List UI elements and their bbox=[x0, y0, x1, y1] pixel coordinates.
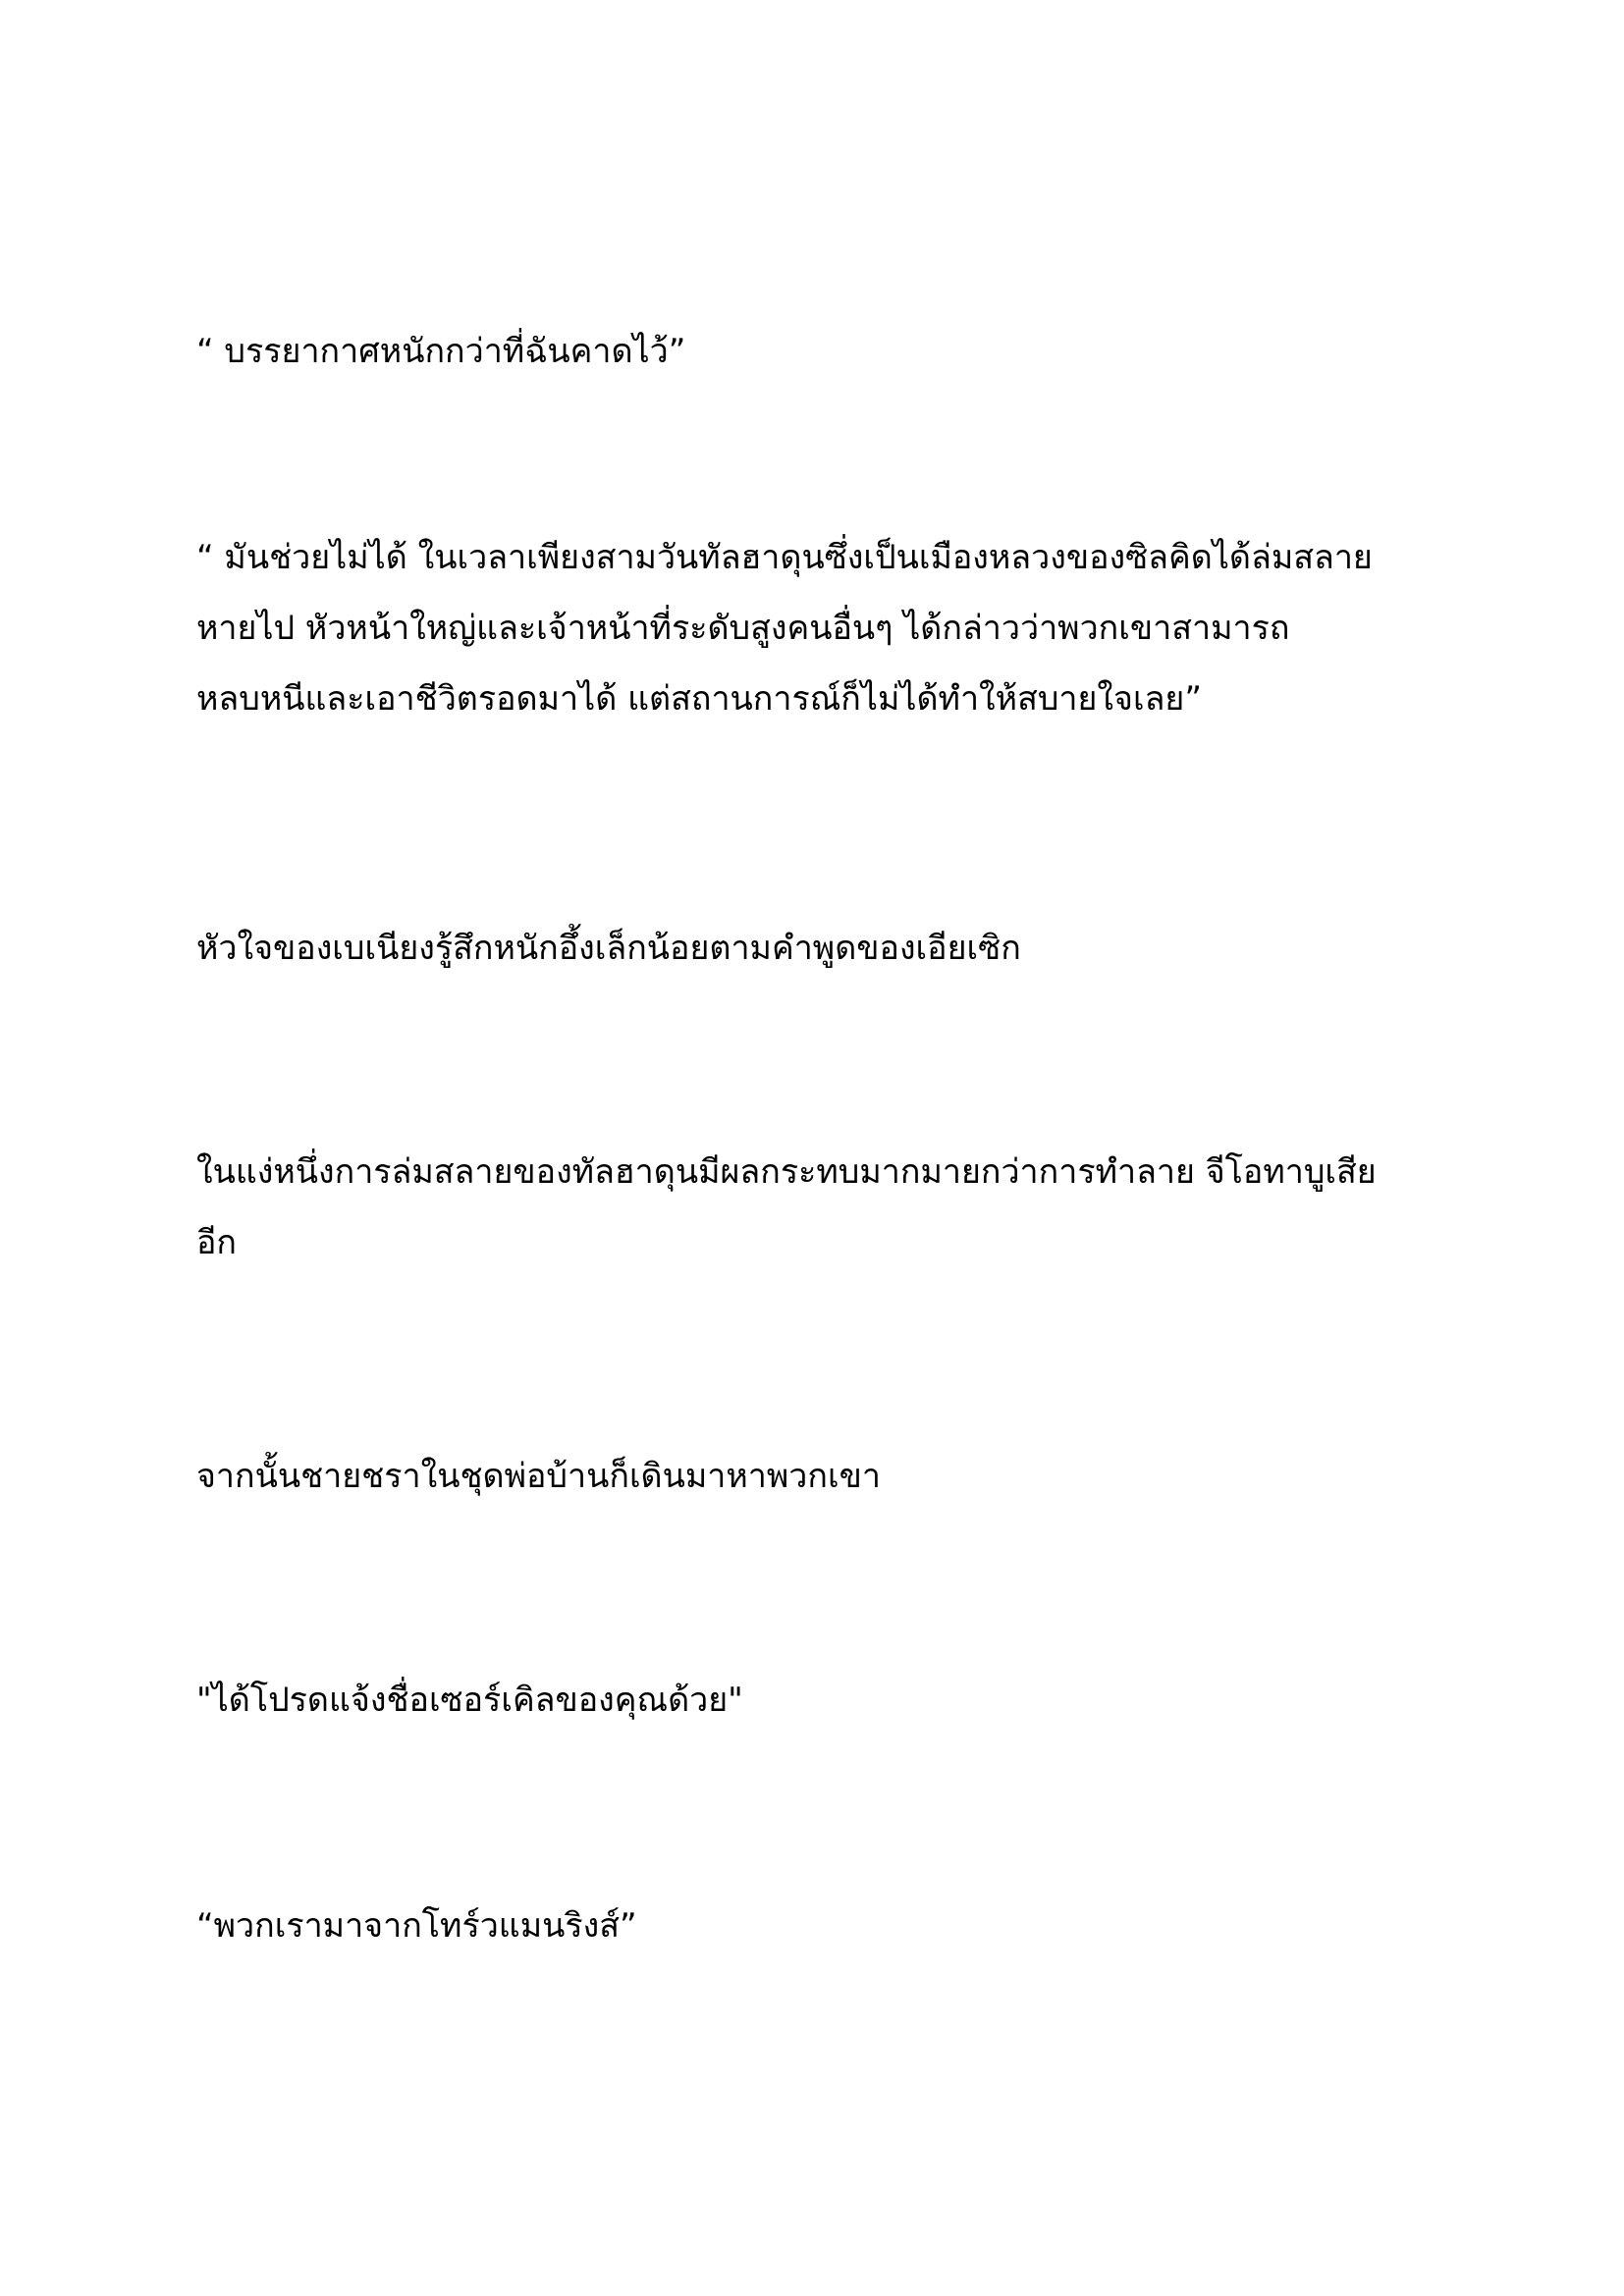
paragraph-1 bbox=[196, 316, 1434, 387]
paragraph-3 bbox=[196, 913, 1434, 984]
paragraph-7 bbox=[196, 1891, 1434, 1961]
text-line: "ได้โปรดแจ้งชื่อเซอร์เคิลของคุณด้วย" bbox=[196, 1681, 743, 1720]
text-line: หัวใจของเบเนียงรู้สึกหนักอึ้งเล็กน้อยตามคำพูดของเอียเซิก bbox=[196, 929, 1021, 968]
text-line: “พวกเรามาจากโทร์วแมนริงส์” bbox=[196, 1906, 637, 1946]
paragraph-2 bbox=[196, 522, 1434, 734]
text-line: ในแง่หนึ่งการล่มสลายของทัลฮาดุนมีผลกระทบมากมายกว่าการทำลาย จีโอทาบูเสีย bbox=[196, 1152, 1377, 1192]
text-line: “ มันช่วยไม่ได้ ในเวลาเพียงสามวันทัลฮาดุนซึ่งเป็นเมืองหลวงของซิลคิดได้ล่มสลาย bbox=[196, 538, 1373, 577]
paragraph-6 bbox=[196, 1665, 1434, 1735]
text-line: อีก bbox=[196, 1223, 238, 1262]
text-line: จากนั้นชายชราในชุดพ่อบ้านก็เดินมาหาพวกเขา bbox=[196, 1457, 881, 1496]
paragraph-5 bbox=[196, 1441, 1434, 1512]
paragraph-4 bbox=[196, 1137, 1434, 1278]
text-line: หายไป หัวหน้าใหญ่และเจ้าหน้าที่ระดับสูงคนอื่นๆ ได้กล่าวว่าพวกเขาสามารถ bbox=[196, 609, 1290, 648]
text-line: หลบหนีและเอาชีวิตรอดมาได้ แต่สถานการณ์ก็ไม่ได้ทำให้สบายใจเลย” bbox=[196, 679, 1202, 719]
text-line: “ บรรยากาศหนักกว่าที่ฉันคาดไว้” bbox=[196, 332, 686, 371]
